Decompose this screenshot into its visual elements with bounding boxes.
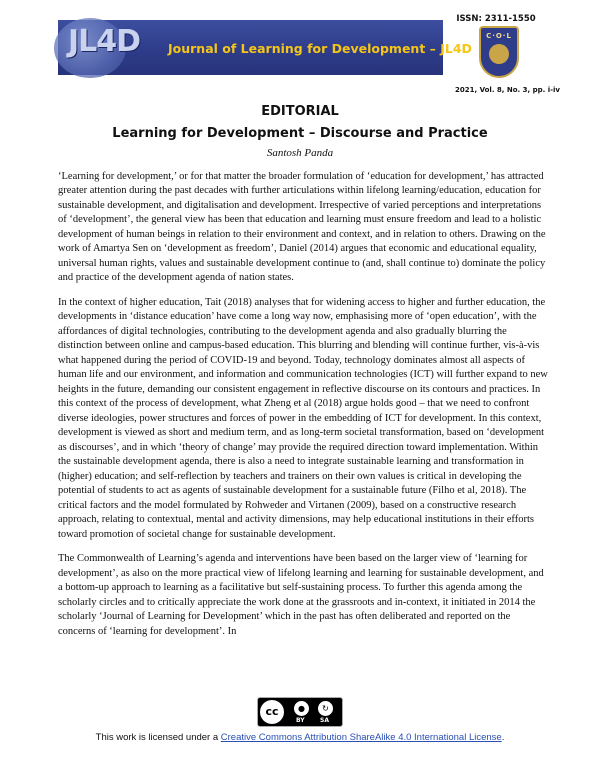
issn-label: ISSN: 2311-1550: [456, 14, 536, 24]
article-body: [58, 170, 548, 637]
crest-icon: [489, 44, 509, 64]
person-icon: ●: [294, 701, 309, 716]
section-label: EDITORIAL: [261, 104, 339, 119]
license-prefix: This work is licensed under a: [95, 732, 221, 743]
col-badge-text: C·O·L: [486, 32, 512, 40]
author-name: Santosh Panda: [266, 147, 334, 159]
col-logo: [479, 26, 519, 78]
cc-icon: cc: [260, 700, 284, 724]
journal-logo: JL4D: [68, 24, 141, 59]
journal-name: Journal of Learning for Development – JL4D: [168, 41, 472, 56]
paragraph: The Commonwealth of Learning’s agenda and interventions have been based on the larger view of ‘learning for development’, as also on the more practical view of lifelong learning and learning for sustainable development, and a bottom-up approach to learning as a facilitative but self-sustaining process. To further this agenda among the scholarly circles and to critically appreciate the work done at the grassroots and in-context, it initiated in 2014 the scholarly ‘Journal of Learning for Development’ which in the past has often deliberated and reported on the concerns of ‘learning for development’. In: [58, 553, 544, 637]
cc-sa-label: SA: [320, 717, 329, 724]
paragraph: ‘Learning for development,’ or for that matter the broader formulation of ‘education for development,’ has attracted greater attention during the past decades with further articulations within lifelong learning/education, education for sustainable development, and digitalisation and development. Irrespective of varied perceptions and interpretations of ‘development’, the general view has been that education and learning must ensure freedom and lead to a holistic development of human beings in relation to their environment and context, and in relation to others. Drawing on the work of Amartya Sen on ‘development as freedom’, Daniel (2014) argues that economic and educational equality, universal human rights, values and sustainable development continue to (and, shall continue to) dominate the policy and practice of the development agenda of nation states.: [58, 171, 546, 284]
share-alike-icon: ↻: [318, 701, 333, 716]
cc-by-label: BY: [296, 717, 305, 724]
volume-info: 2021, Vol. 8, No. 3, pp. i-iv: [455, 86, 560, 94]
journal-banner: [58, 20, 472, 75]
cc-license-badge[interactable]: [257, 697, 343, 727]
license-link[interactable]: Creative Commons Attribution ShareAlike 4.0 International License: [220, 732, 502, 743]
license-notice: [0, 732, 600, 743]
paragraph: In the context of higher education, Tait (2018) analyses that for widening access to higher and further education, the developments in ‘distance education’ have come a long way now, emphasising more of ‘open education’, with the affordances of digital technologies, contributing to the development agenda and also gradually blurring the distinction between online and campus-based education. This blurring and blending will continue further, vis-à-vis what happened during the period of COVID-19 and beyond. Today, technology dominates almost all aspects of human life and our environment, and information and communication technologies (ICT) will further expand to new heights in the future, demanding our consistent engagement in reflective discourse on its contours and practices. In this context of the process of development, what Zheng et al (2018) argue holds good – that we need to confront diverse ideologies, power structures and forces of power in the embedding of ICT for development. In this context, development is viewed as short and medium term, and as long-term societal transformation, based on ‘development as discourses’, and in which ‘theory of change’ may provide the required direction toward implementation. Within the sustainable development agenda, there is also a need to integrate sustainable learning and transformation in (higher) education; and self-reflection by teachers and trainers on their own values is critical in developing the potential of students to act as agents of sustainable development for a sustainable future (Filho et al, 2018). The critical factors and the model formulated by Rohweder and Virtanen (2009), based on a constructive research approach, relating to contextual, mental and activity dimensions, may help educational institutions in their efforts toward promotion of societal change for sustainable development.: [58, 296, 548, 540]
license-suffix: .: [501, 732, 505, 743]
article-title: Learning for Development – Discourse and Practice: [112, 126, 488, 141]
